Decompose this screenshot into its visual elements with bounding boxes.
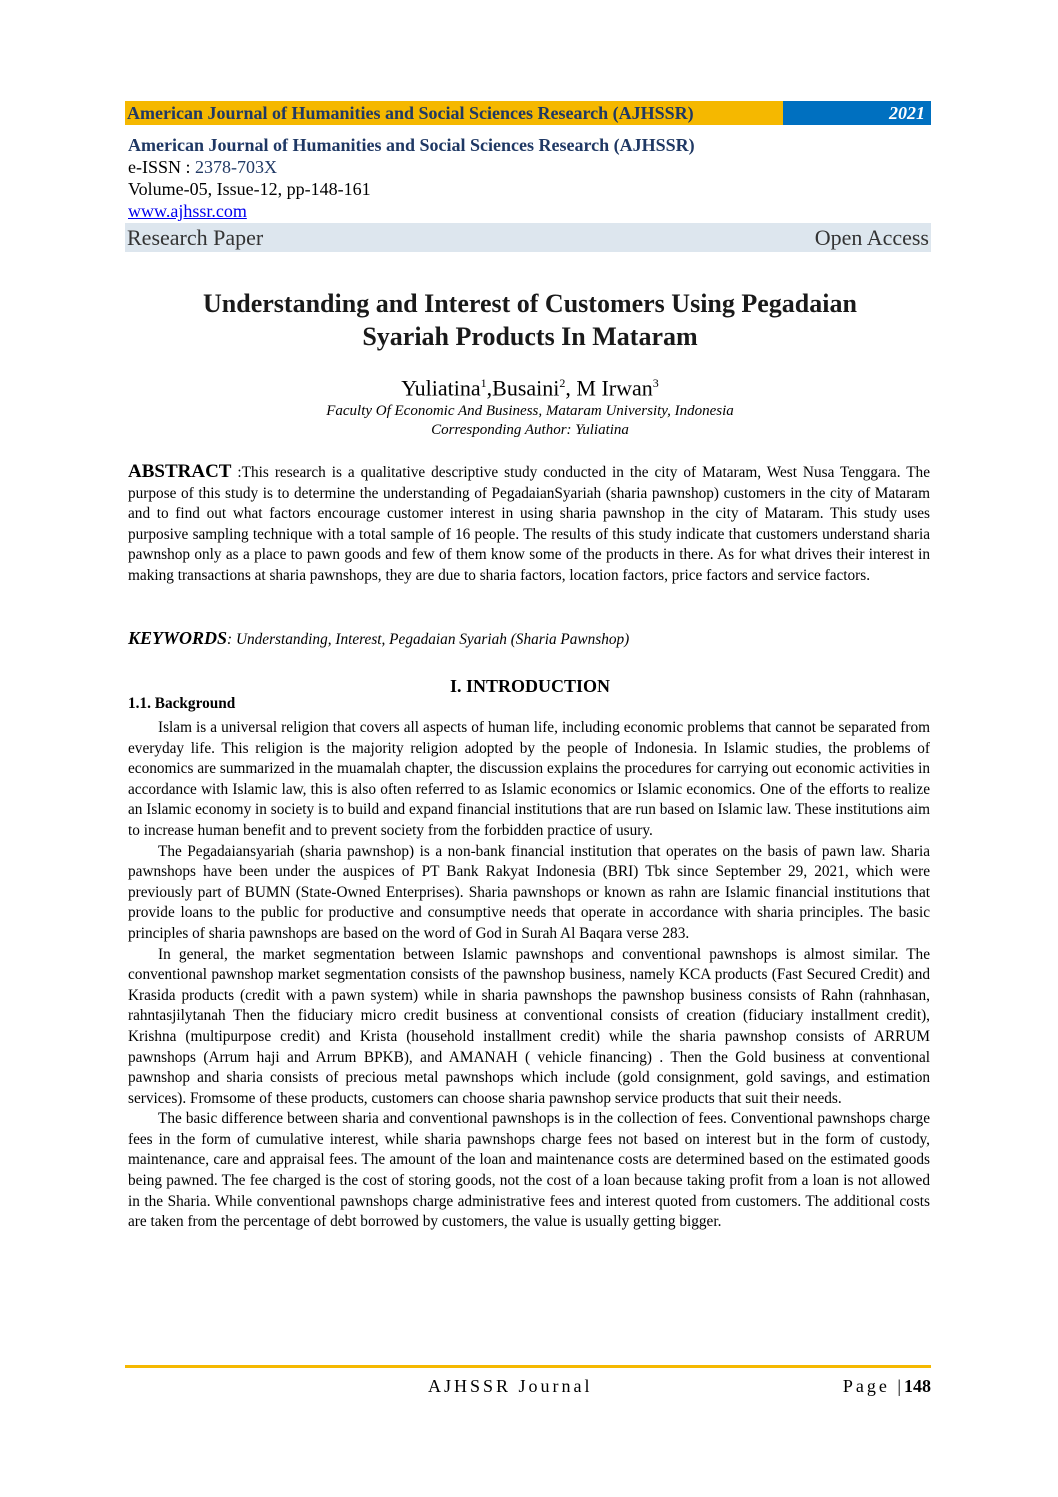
author-list [125,370,935,401]
journal-meta [128,134,928,222]
author-1-affil-mark: 1 [480,376,487,390]
header-year: 2021 [783,101,931,125]
journal-header-bar [125,101,931,125]
keywords-text: : Understanding, Interest, Pegadaian Syariah (Sharia Pawnshop) [227,631,630,648]
author-2-affil-mark: 2 [559,376,566,390]
author-3-affil-mark: 3 [652,376,659,390]
meta-journal-title: American Journal of Humanities and Social Sciences Research (AJHSSR) [128,135,695,155]
issn-value: 2378-703X [195,157,277,177]
footer-journal: AJHSSR Journal [428,1376,593,1396]
paper-type-bar [125,223,931,252]
footer-page [843,1376,931,1397]
abstract-label: ABSTRACT [128,461,232,482]
subsection-heading-background: 1.1. Background [128,695,236,712]
keywords-label: KEYWORDS [128,628,228,648]
author-3: , M Irwan [565,375,653,401]
intro-paragraph-1: Islam is a universal religion that covers all aspects of human life, including economic problems that cannot be separated from everyday life. This religion is the majority religion adopted by the people of Indonesia. In Islamic studies, the problems of economics are summarized in the muamalah chapter, the discussion explains the procedures for carrying out economic activities in accordance with Islamic law, this is also often referred to as Islamic economics or Islamic economics. One of the efforts to realize an Islamic economy in society is to build and expand financial institutions that are run based on Islamic law. These institutions aim to increase human benefit and to prevent society from the forbidden practice of usury. [128,719,930,839]
paper-title [125,287,935,353]
meta-issn [128,156,928,178]
section-heading-introduction: I. INTRODUCTION [449,676,611,696]
abstract [128,462,930,587]
author-1: Yuliatina [401,375,481,401]
footer-page-label: Page | [842,1376,904,1396]
journal-url-link[interactable]: www.ajhssr.com [128,201,247,221]
author-2: ,Busaini [486,375,560,401]
corresponding-author: Corresponding Author: Yuliatina [431,422,629,438]
intro-paragraph-3: In general, the market segmentation between Islamic pawnshops and conventional pawnshops is almost similar. The conventional pawnshop market segmentation consists of the pawnshop business, namely KCA products (Fast Secured Credit) and Krasida products (credit with a pawn system) while in sharia pawnshops the pawnshop business consists of Rahn (rahnhasan, rahntasjilytanah Then the fiduciary micro credit business at conventional consists of creation (fiduciary installment credit), Krishna (multipurpose credit) and Krista (household installment credit) while the sharia pawnshop consists of ARRUM pawnshops (Arrum haji and Arrum BPKB), and AMANAH ( vehicle financing) . Then the Gold business at conventional pawnshop and sharia consists of precious metal pawnshops which include (gold consignment, gold savings, and estimation services). Fromsome of these products, customers can choose sharia pawnshop service products that suit their needs. [128,945,930,1107]
title-line-1: Understanding and Interest of Customers Using Pegadaian [203,289,857,318]
introduction-body [128,718,930,1233]
intro-paragraph-2: The Pegadaiansyariah (sharia pawnshop) is a non-bank financial institution that operates on the basis of pawn law. Sharia pawnshops have been under the auspices of PT Bank Rakyat Indonesia (BRI) Tbk since September 29, 2021, which were previously part of BUMN (State-Owned Enterprises). Sharia pawnshops or known as rahn are Islamic financial institutions that provide loans to the public for productive and consumptive needs that operate in accordance with sharia principles. The basic principles of sharia pawnshops are based on the word of God in Surah Al Baqara verse 283. [128,842,930,942]
paper-type-label: Research Paper [127,224,264,250]
open-access-label: Open Access [814,224,929,250]
issn-label: e-ISSN : [128,157,195,177]
footer-rule [125,1365,931,1368]
affiliation-block [125,402,935,440]
footer-page-number: 148 [904,1376,931,1396]
affiliation: Faculty Of Economic And Business, Mataram University, Indonesia [326,403,734,419]
intro-paragraph-4: The basic difference between sharia and conventional pawnshops is in the collection of fees. Conventional pawnshops charge fees in the form of cumulative interest, while sharia pawnshops charge fees not based on interest but in the form of custody, maintenance, care and appraisal fees. The amount of the loan and maintenance costs are determined based on the estimated goods being pawned. The fee charged is the cost of storing goods, not the cost of a loan because taking profit from a loan is not allowed in the Sharia. While conventional pawnshops charge administrative fees and interest quoted from customers. The additional costs are taken from the percentage of debt borrowed by customers, the value is usually getting bigger. [128,1110,930,1231]
abstract-text: :This research is a qualitative descriptive study conducted in the city of Mataram, West Nusa Tenggara. The purpose of this study is to determine the understanding of PegadaianSyariah (sharia pawnshop) customers in the city of Mataram and to find out what factors encourage customer interest in using sharia pawnshop in the city of Mataram. This study uses purposive sampling technique with a total sample of 16 people. The results of this study indicate that customers understand sharia pawnshop only as a place to pawn goods and few of them know some of the products in there. As for what drives their interest in making transactions at sharia pawnshops, they are due to sharia factors, location factors, price factors and service factors. [128,464,930,584]
meta-volume: Volume-05, Issue-12, pp-148-161 [128,179,371,199]
title-line-2: Syariah Products In Mataram [362,322,698,351]
header-journal-name: American Journal of Humanities and Social Sciences Research (AJHSSR) [125,101,783,125]
keywords [128,628,930,651]
